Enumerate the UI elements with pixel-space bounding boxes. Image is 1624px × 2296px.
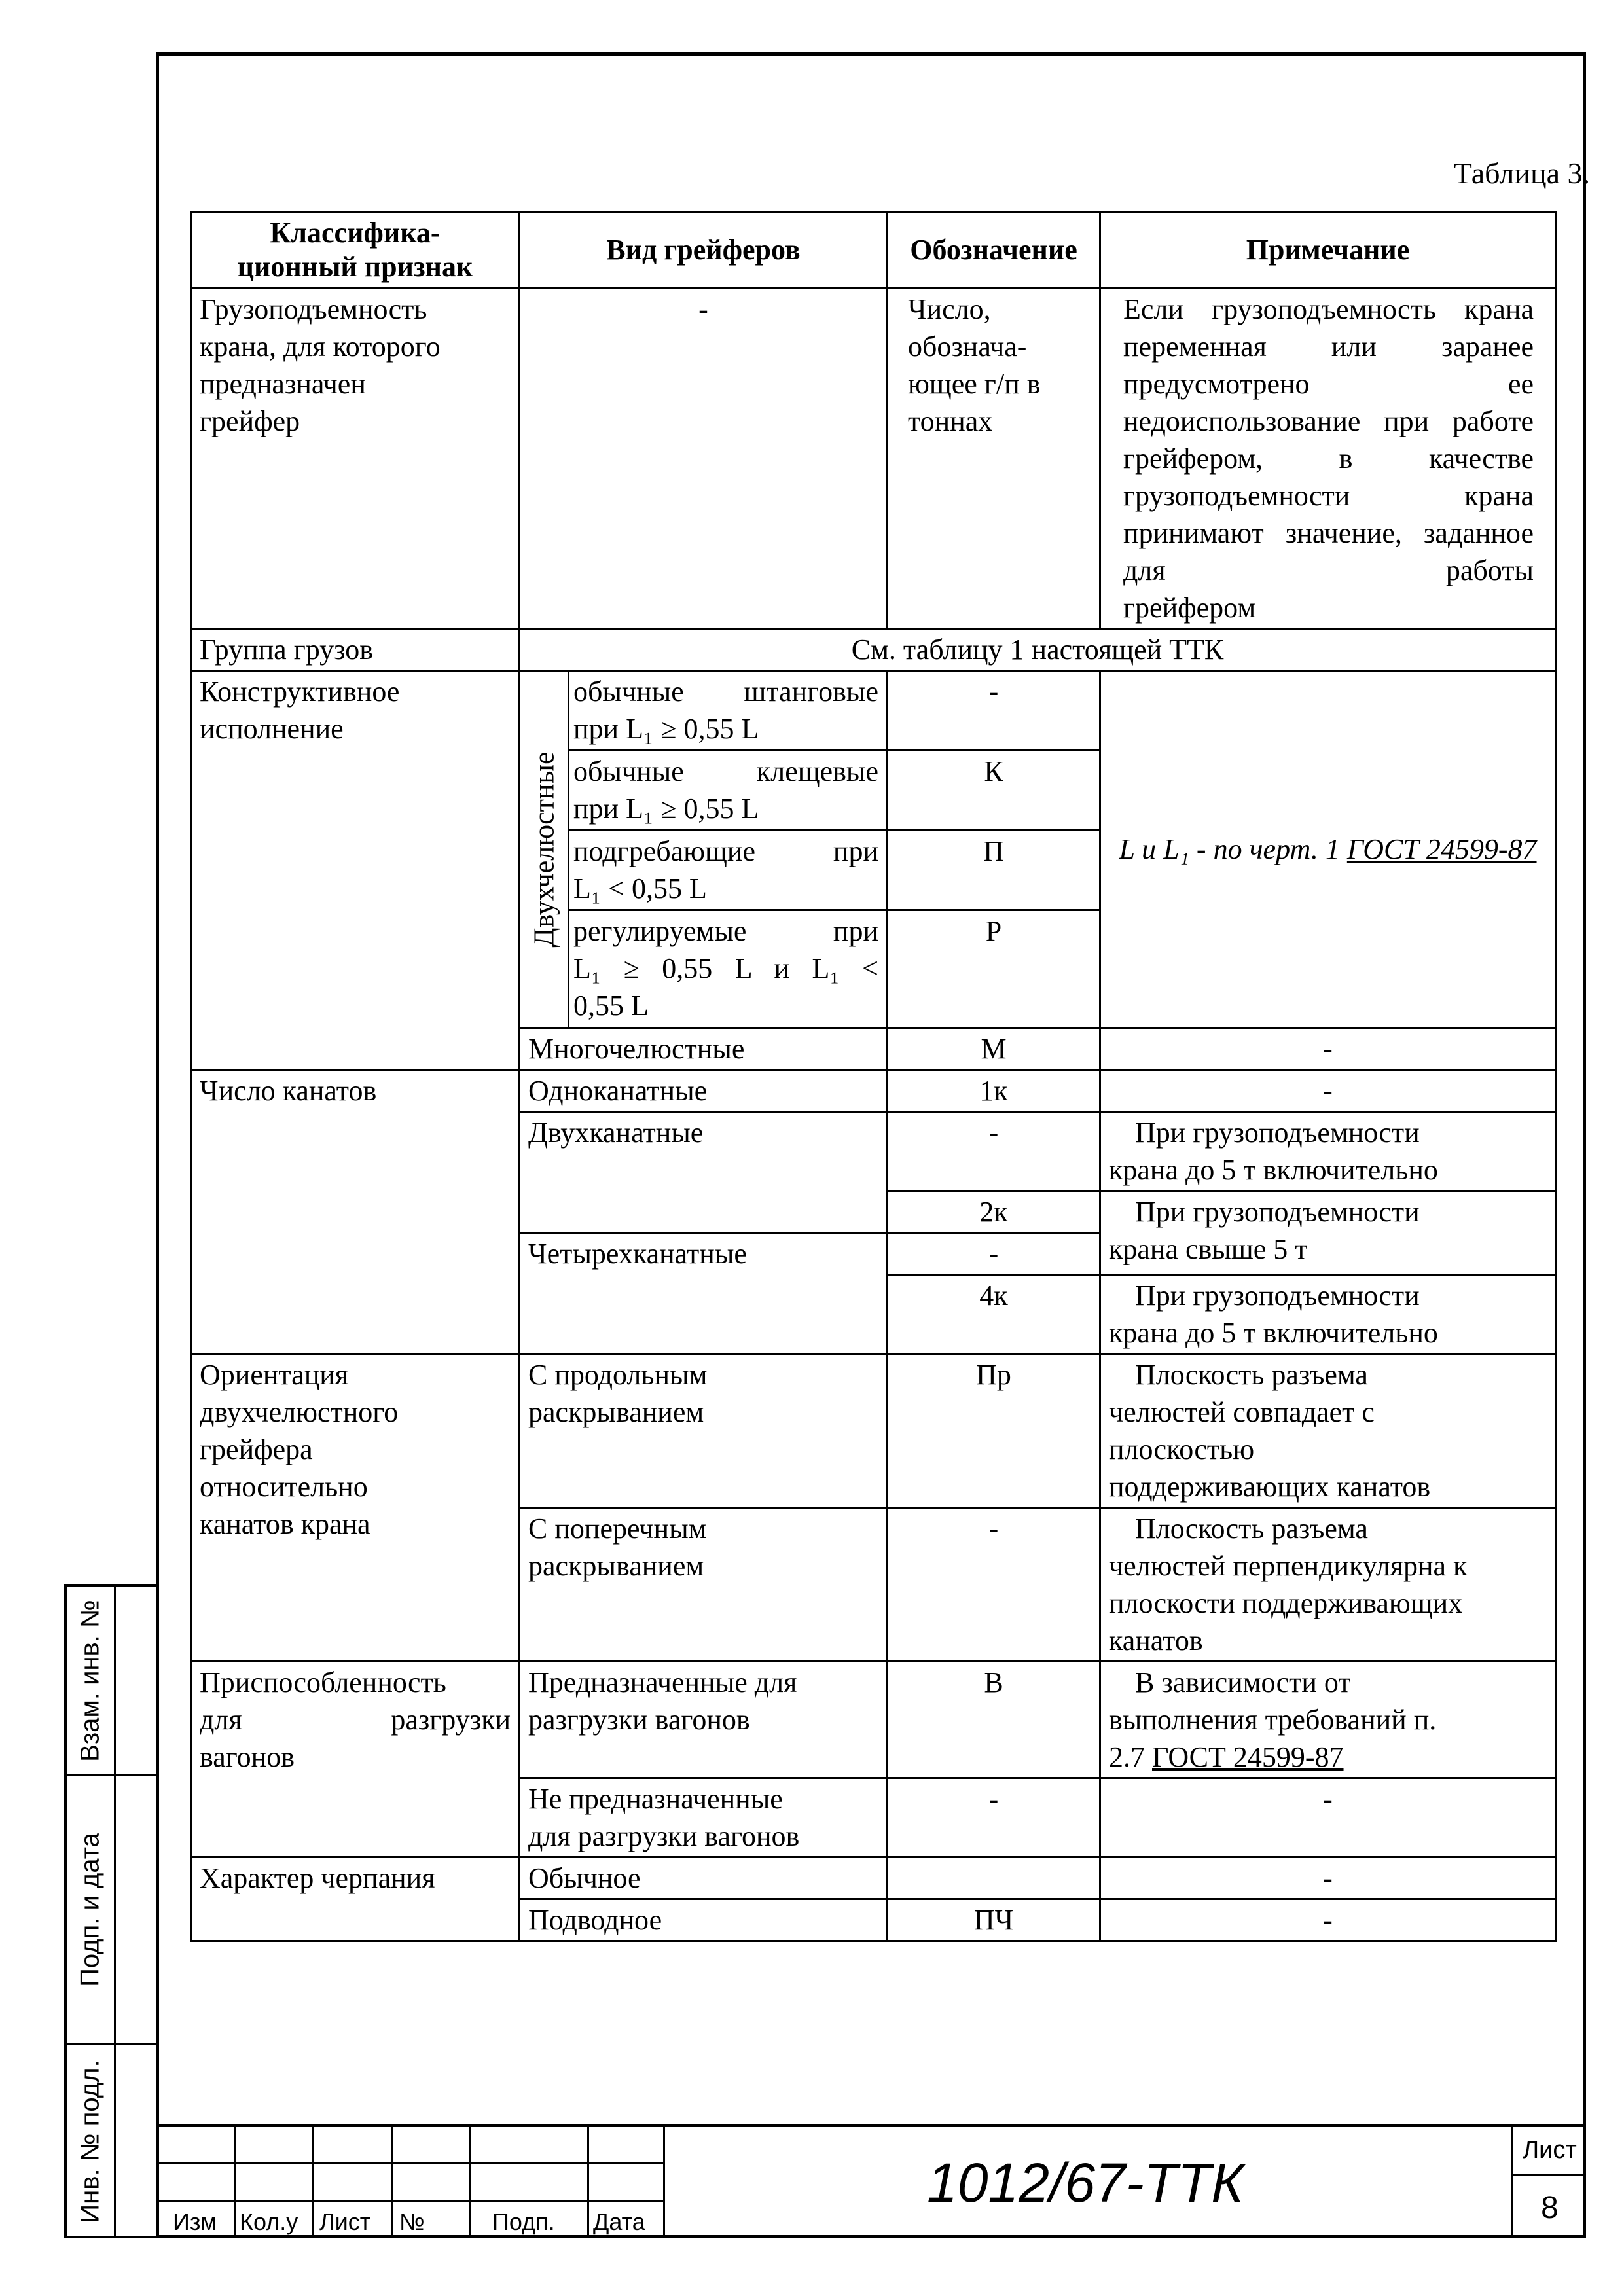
wagons-feature-line: Приспособленность <box>200 1666 446 1698</box>
quad-rope-designation-1: - <box>888 1233 1100 1275</box>
table-row <box>191 671 1556 751</box>
design-item-condition: L₁ ≥ 0,55 L и L₁ < <box>573 952 878 984</box>
table-caption: Таблица 3. <box>1453 156 1590 190</box>
gost-link[interactable]: ГОСТ 24599-87 <box>1152 1741 1344 1773</box>
design-item-text: регулируемые при <box>573 915 878 947</box>
note-line: крана до 5 т включительно <box>1109 1317 1438 1349</box>
capacity-feature-line: крана, для которого <box>200 331 441 363</box>
sheet-divider <box>1513 2174 1586 2176</box>
side-stamp-cell <box>114 1587 158 1776</box>
scoop-normal-note: - <box>1100 1857 1556 1899</box>
side-stamp-cell <box>67 2045 114 2238</box>
design-note-text: L и L₁ - по черт. 1 <box>1119 833 1347 865</box>
ropes-feature-cell: Число канатов <box>191 1070 520 1354</box>
quad-rope-type: Четырехканатные <box>520 1233 888 1354</box>
type-line: Не предназначенные <box>528 1783 783 1815</box>
design-item-cell <box>569 831 888 910</box>
side-stamp <box>64 1584 156 2238</box>
wagon-no-designation: - <box>888 1778 1100 1857</box>
note-line: канатов <box>1109 1624 1203 1657</box>
transverse-type <box>520 1508 888 1662</box>
side-stamp-cell <box>67 1587 114 1776</box>
orientation-feature-line: канатов крана <box>200 1508 370 1540</box>
scoop-underwater-designation: ПЧ <box>888 1899 1100 1941</box>
note-line: 2.7 <box>1109 1741 1152 1773</box>
capacity-designation-line: Число, <box>908 293 991 325</box>
capacity-designation-cell <box>888 289 1100 629</box>
double-rope-type: Двухканатные <box>520 1112 888 1233</box>
two-jaw-group-cell <box>520 671 569 1028</box>
type-line: Предназначенные для <box>528 1666 797 1698</box>
type-line: раскрыванием <box>528 1550 704 1582</box>
note-line: При грузоподъемности <box>1135 1117 1420 1149</box>
table-row <box>191 1354 1556 1508</box>
group-feature-cell: Группа грузов <box>191 629 520 671</box>
longitudinal-type <box>520 1354 888 1508</box>
orientation-feature-cell <box>191 1354 520 1662</box>
note-line: При грузоподъемности <box>1135 1280 1420 1312</box>
capacity-feature-line: Грузоподъемность <box>200 293 427 325</box>
note-line: челюстей перпендикулярна к <box>1109 1550 1468 1582</box>
side-stamp-cell <box>114 2045 158 2238</box>
design-item-condition: при L₁ ≥ 0,55 L <box>573 713 759 745</box>
transverse-designation: - <box>888 1508 1100 1662</box>
design-item-text: обычные клещевые <box>573 755 878 787</box>
wagon-yes-designation: В <box>888 1662 1100 1778</box>
orientation-feature-line: Ориентация <box>200 1359 349 1391</box>
note-line: При грузоподъемности <box>1135 1196 1420 1228</box>
design-item-cell <box>569 910 888 1028</box>
capacity-designation-line: ющее г/п в <box>908 368 1041 400</box>
type-line: разгрузки вагонов <box>528 1704 750 1736</box>
sheet-number: 8 <box>1541 2191 1559 2225</box>
title-block-label: № <box>399 2208 425 2235</box>
side-stamp-label: Подп. и дата <box>75 1832 105 1987</box>
orientation-feature-line: двухчелюстного <box>200 1396 399 1428</box>
table-header-row <box>191 212 1556 289</box>
wagons-feature-cell <box>191 1662 520 1857</box>
quad-rope-note <box>1100 1275 1556 1354</box>
single-rope-designation: 1к <box>888 1070 1100 1112</box>
title-block <box>156 2124 1586 2238</box>
design-feature-line: исполнение <box>200 713 344 745</box>
double-rope-note-2 <box>1100 1191 1556 1275</box>
note-line: выполнения требований п. <box>1109 1704 1437 1736</box>
capacity-designation-line: обознача- <box>908 331 1027 363</box>
design-item-designation: Р <box>888 910 1100 1028</box>
header-feature-line2: ционный признак <box>237 251 473 283</box>
scoop-normal-type: Обычное <box>520 1857 888 1899</box>
type-line: раскрыванием <box>528 1396 704 1428</box>
scoop-underwater-note: - <box>1100 1899 1556 1941</box>
type-line: С продольным <box>528 1359 708 1391</box>
wagon-no-type <box>520 1778 888 1857</box>
title-block-label: Кол.у <box>240 2208 298 2235</box>
note-line: Плоскость разъема <box>1135 1359 1368 1391</box>
capacity-feature-line: предназначен <box>200 368 366 400</box>
design-item-cell <box>569 751 888 831</box>
note-line: плоскостью <box>1109 1433 1255 1465</box>
header-feature <box>191 212 520 289</box>
scoop-normal-designation <box>888 1857 1100 1899</box>
design-item-designation: К <box>888 751 1100 831</box>
design-item-condition: L₁ < 0,55 L <box>573 872 707 905</box>
wagon-yes-type <box>520 1662 888 1778</box>
side-stamp-label: Инв. № подл. <box>75 2060 105 2223</box>
note-line: В зависимости от <box>1135 1666 1351 1698</box>
document-code: 1012/67-ТТК <box>927 2151 1244 2214</box>
capacity-designation-line: тоннах <box>908 405 993 437</box>
gost-link[interactable]: ГОСТ 24599-87 <box>1346 833 1537 865</box>
type-line: для разгрузки вагонов <box>528 1820 800 1852</box>
longitudinal-note <box>1100 1354 1556 1508</box>
capacity-note-last-line: грейфером <box>1123 592 1256 624</box>
title-block-label: Лист <box>319 2208 371 2235</box>
wagons-feature-line: вагонов <box>200 1741 295 1773</box>
transverse-note <box>1100 1508 1556 1662</box>
header-note: Примечание <box>1100 212 1556 289</box>
table-row <box>191 1857 1556 1899</box>
note-line: крана свыше 5 т <box>1109 1233 1308 1265</box>
wagon-no-note: - <box>1100 1778 1556 1857</box>
note-line: плоскости поддерживающих <box>1109 1587 1463 1619</box>
double-rope-note-1 <box>1100 1112 1556 1191</box>
header-designation: Обозначение <box>888 212 1100 289</box>
capacity-feature-line: грейфер <box>200 405 300 437</box>
multi-jaw-type: Многочелюстные <box>520 1028 888 1070</box>
scoop-feature-cell: Характер черпания <box>191 1857 520 1941</box>
title-block-label: Дата <box>593 2208 645 2235</box>
title-block-label: Изм <box>173 2208 217 2235</box>
header-feature-line1: Классифика- <box>270 217 441 249</box>
table-row <box>191 1662 1556 1778</box>
capacity-note-text: Если грузоподъемность крана переменная или заранее предусмотрено ее недоиспользование при работе грейфером, в качестве грузоподъемности крана принимают значение, заданное для работы <box>1123 293 1534 586</box>
orientation-feature-line: грейфера <box>200 1433 313 1465</box>
sheet-label: Лист <box>1523 2136 1577 2164</box>
design-item-condition: при L₁ ≥ 0,55 L <box>573 793 759 825</box>
title-block-label: Подп. <box>492 2208 555 2235</box>
header-type: Вид грейферов <box>520 212 888 289</box>
two-jaw-vertical-label: Двухчелюстные <box>528 751 560 947</box>
design-feature-cell <box>191 671 520 1070</box>
single-rope-note: - <box>1100 1070 1556 1112</box>
design-item-text: обычные штанговые <box>573 675 878 708</box>
quad-rope-designation-2: 4к <box>888 1275 1100 1354</box>
capacity-note-cell <box>1100 289 1556 629</box>
note-line: поддерживающих канатов <box>1109 1471 1431 1503</box>
longitudinal-designation: Пр <box>888 1354 1100 1508</box>
side-stamp-cell <box>67 1776 114 2045</box>
note-line: крана до 5 т включительно <box>1109 1154 1438 1186</box>
multi-jaw-note: - <box>1100 1028 1556 1070</box>
design-feature-line: Конструктивное <box>200 675 400 708</box>
design-item-condition-end: 0,55 L <box>573 990 649 1022</box>
table-row <box>191 289 1556 629</box>
double-rope-designation-2: 2к <box>888 1191 1100 1233</box>
single-rope-type: Одноканатные <box>520 1070 888 1112</box>
side-stamp-label: Взам. инв. № <box>75 1599 105 1762</box>
design-note-cell <box>1100 671 1556 1028</box>
design-item-text: подгребающие при <box>573 835 878 867</box>
type-line: С поперечным <box>528 1513 707 1545</box>
table-row <box>191 629 1556 671</box>
sheet-box <box>1511 2127 1586 2238</box>
design-item-designation: - <box>888 671 1100 751</box>
design-item-cell <box>569 671 888 751</box>
double-rope-designation-1: - <box>888 1112 1100 1191</box>
wagon-yes-note <box>1100 1662 1556 1778</box>
wagons-feature-line: для разгрузки <box>200 1704 511 1736</box>
group-reference-cell: См. таблицу 1 настоящей ТТК <box>520 629 1556 671</box>
wagons-feature-line-justified <box>200 1701 511 1738</box>
design-item-designation: П <box>888 831 1100 910</box>
note-line: Плоскость разъема <box>1135 1513 1368 1545</box>
scoop-underwater-type: Подводное <box>520 1899 888 1941</box>
capacity-type-cell: - <box>520 289 888 629</box>
note-line: челюстей совпадает с <box>1109 1396 1375 1428</box>
orientation-feature-line: относительно <box>200 1471 368 1503</box>
multi-jaw-designation: М <box>888 1028 1100 1070</box>
capacity-feature-cell <box>191 289 520 629</box>
table-row <box>191 1070 1556 1112</box>
classification-table <box>190 211 1557 1942</box>
side-stamp-cell <box>114 1776 158 2045</box>
